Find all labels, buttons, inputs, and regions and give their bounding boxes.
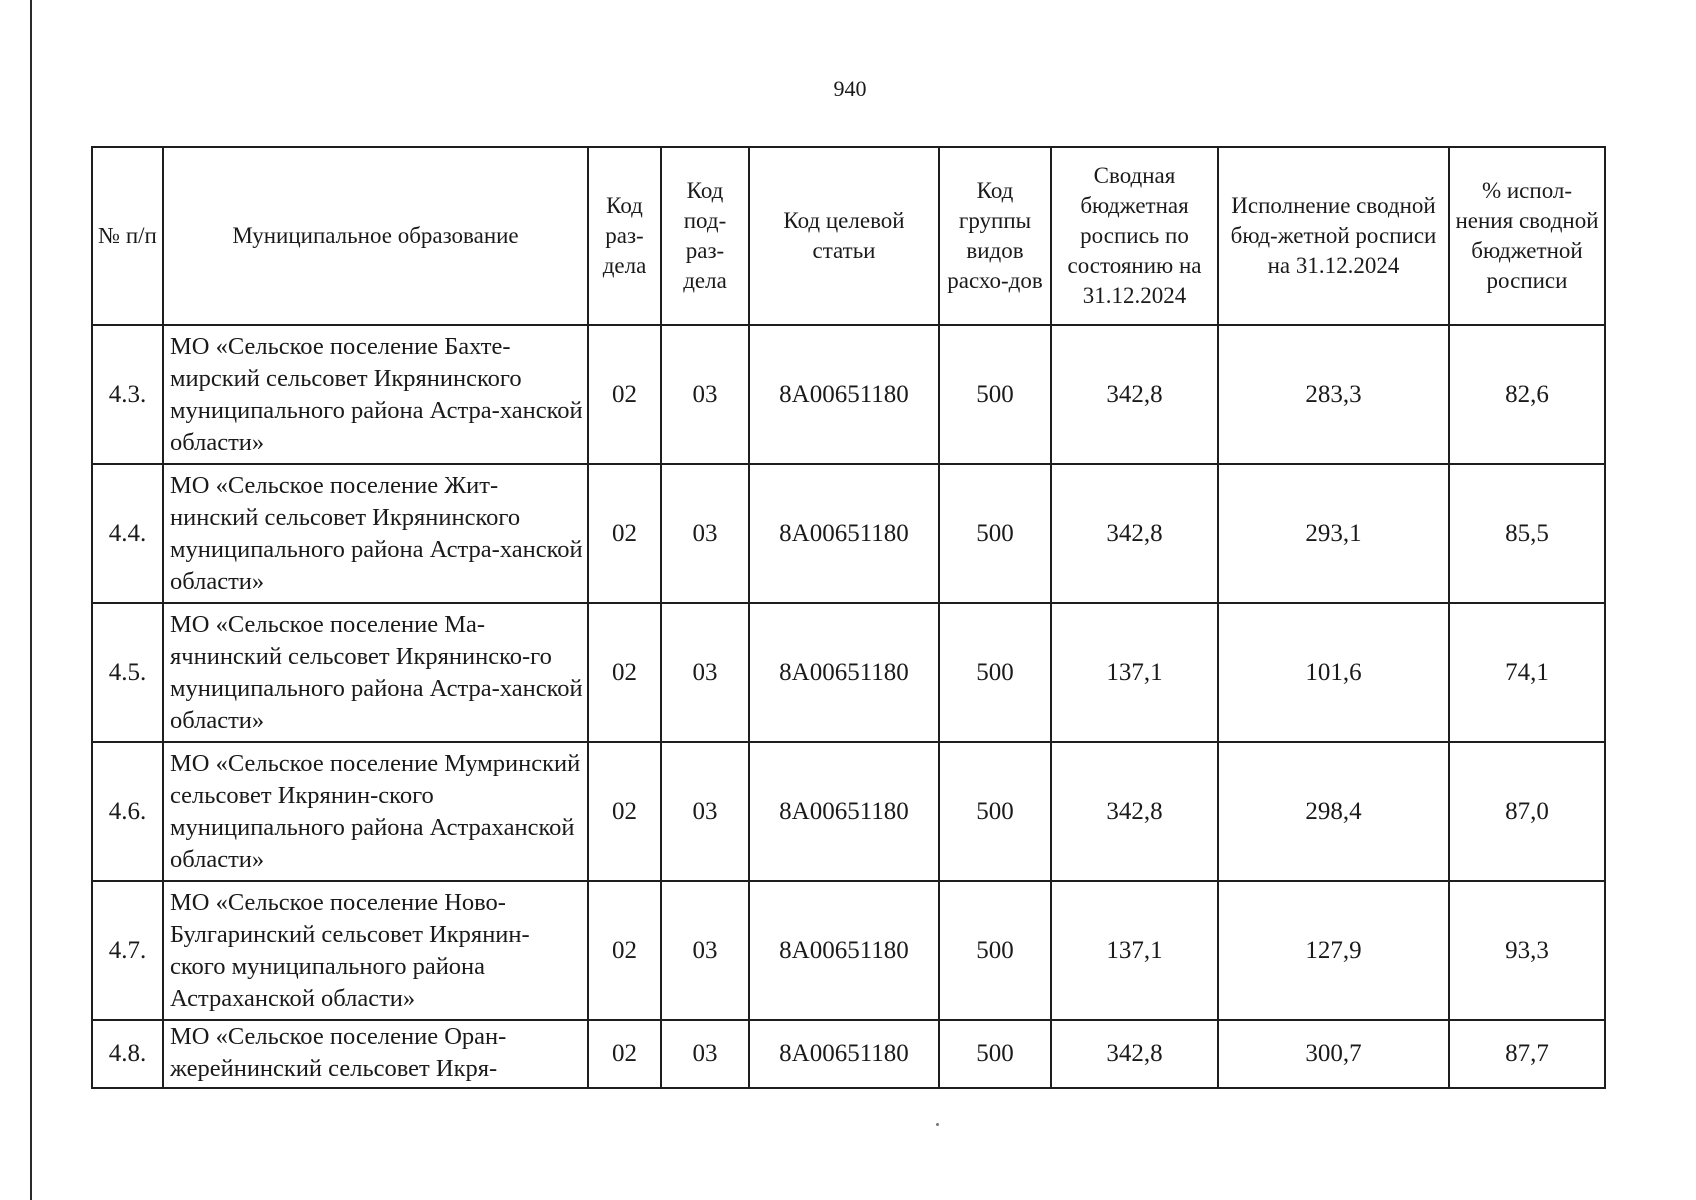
row-number: 4.6. [92,742,163,881]
expense-group-code: 500 [939,464,1051,603]
expense-group-code: 500 [939,325,1051,464]
budget-plan-value: 342,8 [1051,464,1218,603]
municipality-name: МО «Сельское поселение Ново-Булгаринский сельсовет Икрянин-ского муниципального района Астраханской области» [163,881,588,1020]
target-code: 8А00651180 [749,742,939,881]
execution-percent-value: 82,6 [1449,325,1605,464]
budget-execution-value: 293,1 [1218,464,1449,603]
target-code: 8А00651180 [749,881,939,1020]
budget-plan-value: 342,8 [1051,742,1218,881]
table-row [92,603,1605,742]
budget-plan-value: 342,8 [1051,1020,1218,1088]
budget-execution-value: 300,7 [1218,1020,1449,1088]
table-row [92,881,1605,1020]
header-expense-group-code: Код группы видов расхо-дов [939,147,1051,325]
page-number: 940 [833,76,867,101]
header-section-code: Код раз-дела [588,147,661,325]
budget-plan-value: 137,1 [1051,603,1218,742]
table-row [92,464,1605,603]
header-target-code: Код целевой статьи [749,147,939,325]
budget-plan-value: 342,8 [1051,325,1218,464]
target-code: 8А00651180 [749,325,939,464]
header-execution-percent: % испол-нения сводной бюджетной росписи [1449,147,1605,325]
row-number: 4.5. [92,603,163,742]
table-row [92,325,1605,464]
section-code: 02 [588,742,661,881]
expense-group-code: 500 [939,881,1051,1020]
header-municipality: Муниципальное образование [163,147,588,325]
section-code: 02 [588,325,661,464]
header-subsection-code: Код под-раз-дела [661,147,749,325]
budget-execution-value: 101,6 [1218,603,1449,742]
execution-percent-value: 93,3 [1449,881,1605,1020]
budget-execution-value: 298,4 [1218,742,1449,881]
budget-execution-value: 127,9 [1218,881,1449,1020]
expense-group-code: 500 [939,1020,1051,1088]
subsection-code: 03 [661,325,749,464]
subsection-code: 03 [661,742,749,881]
municipality-name: МО «Сельское поселение Мумринский сельсовет Икрянин-ского муниципального района Астраханской области» [163,742,588,881]
table-header-row [92,147,1605,325]
subsection-code: 03 [661,464,749,603]
expense-group-code: 500 [939,603,1051,742]
subsection-code: 03 [661,603,749,742]
header-budget-execution: Исполнение сводной бюд-жетной росписи на 31.12.2024 [1218,147,1449,325]
row-number: 4.3. [92,325,163,464]
municipality-name: МО «Сельское поселение Жит-нинский сельсовет Икрянинского муниципального района Астра-ханской области» [163,464,588,603]
row-number: 4.7. [92,881,163,1020]
header-budget-plan: Сводная бюджетная роспись по состоянию на 31.12.2024 [1051,147,1218,325]
municipality-name: МО «Сельское поселение Оран-жерейнинский сельсовет Икря- [163,1020,588,1088]
budget-execution-table [91,146,1606,1089]
left-margin-line [30,0,32,1200]
expense-group-code: 500 [939,742,1051,881]
section-code: 02 [588,464,661,603]
execution-percent-value: 85,5 [1449,464,1605,603]
target-code: 8А00651180 [749,464,939,603]
table-row [92,1020,1605,1088]
target-code: 8А00651180 [749,1020,939,1088]
municipality-name: МО «Сельское поселение Ма-ячнинский сельсовет Икрянинско-го муниципального района Астра-ханской области» [163,603,588,742]
section-code: 02 [588,1020,661,1088]
execution-percent-value: 87,0 [1449,742,1605,881]
header-row-number: № п/п [92,147,163,325]
row-number: 4.4. [92,464,163,603]
scan-speck [936,1123,939,1126]
subsection-code: 03 [661,881,749,1020]
execution-percent-value: 74,1 [1449,603,1605,742]
budget-plan-value: 137,1 [1051,881,1218,1020]
execution-percent-value: 87,7 [1449,1020,1605,1088]
target-code: 8А00651180 [749,603,939,742]
row-number: 4.8. [92,1020,163,1088]
budget-execution-value: 283,3 [1218,325,1449,464]
table-row [92,742,1605,881]
section-code: 02 [588,603,661,742]
subsection-code: 03 [661,1020,749,1088]
municipality-name: МО «Сельское поселение Бахте-мирский сельсовет Икрянинского муниципального района Астра-ханской области» [163,325,588,464]
section-code: 02 [588,881,661,1020]
